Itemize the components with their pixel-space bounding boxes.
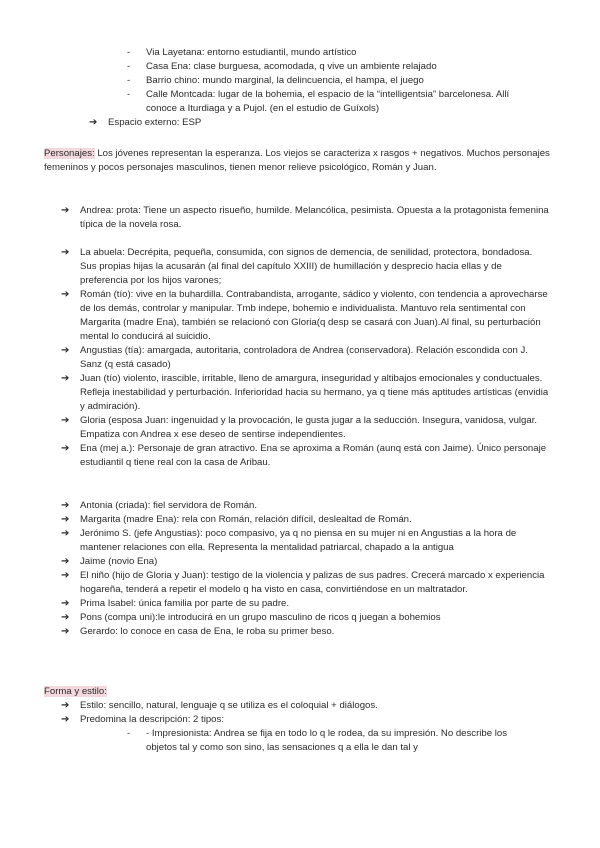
dash-bullet: - [127, 61, 131, 72]
arrow-bullet-icon: ➔ [61, 415, 70, 426]
places-list [0, 46, 600, 130]
forma-heading-line [44, 685, 564, 699]
dash-bullet: - [127, 89, 131, 100]
list-item: ➔ Espacio externo: ESP [89, 117, 202, 128]
list-item: ➔ Gloria (esposa Juan: ingenuidad y la provocación, le gusta jugar a la seducción. Insegura, vanidosa, vulgar. Empatiza con Andrea x ese deseo de sentirse independientes. [61, 415, 538, 440]
list-item: - - Impresionista: Andrea se fija en todo lo q le rodea, da su impresión. No describe los objetos tal y como son sino, las sensaciones q a ella le dan tal y [127, 728, 508, 753]
characters-group-3 [0, 499, 600, 639]
arrow-bullet-icon: ➔ [61, 289, 70, 300]
arrow-bullet-icon: ➔ [61, 612, 70, 623]
list-item: ➔ Antonia (criada): fiel servidora de Román. [61, 500, 258, 511]
forma-list [0, 699, 600, 755]
list-item: - Barrio chino: mundo marginal, la delincuencia, el hampa, el juego [127, 75, 424, 86]
arrow-bullet-icon: ➔ [61, 700, 70, 711]
list-item: ➔ Margarita (madre Ena): rela con Román, relación difícil, deslealtad de Román. [61, 514, 412, 525]
characters-group-2 [0, 246, 600, 470]
arrow-bullet-icon: ➔ [61, 500, 70, 511]
arrow-bullet-icon: ➔ [61, 556, 70, 567]
dash-bullet: - [127, 75, 131, 86]
arrow-bullet-icon: ➔ [61, 205, 70, 216]
list-item: ➔ Andrea: prota: Tiene un aspecto risueño, humilde. Melancólica, pesimista. Opuesta a la protagonista femenina típica de la novela rosa. [61, 205, 549, 230]
characters-group-1 [0, 204, 600, 232]
arrow-bullet-icon: ➔ [61, 247, 70, 258]
arrow-bullet-icon: ➔ [61, 514, 70, 525]
list-item: ➔ Ena (mej a.): Personaje de gran atractivo. Ena se aproxima a Román (aunq está con Jaime). Único personaje estudiantil q tiene real con la casa de Aribau. [61, 443, 547, 468]
arrow-bullet-icon: ➔ [61, 373, 70, 384]
list-item: ➔ Predomina la descripción: 2 tipos: [61, 714, 224, 725]
dash-bullet: - [127, 728, 131, 739]
personajes-paragraph [44, 147, 564, 175]
forma-heading: Forma y estilo: [44, 686, 107, 697]
list-item: ➔ Gerardo: lo conoce en casa de Ena, le roba su primer beso. [61, 626, 335, 637]
arrow-bullet-icon: ➔ [61, 443, 70, 454]
list-item: - Casa Ena: clase burguesa, acomodada, q vive un ambiente relajado [127, 61, 437, 72]
arrow-bullet-icon: ➔ [61, 345, 70, 356]
personajes-intro: Los jóvenes representan la esperanza. Los viejos se caracteriza x rasgos + negativos. Muchos personajes femeninos y pocos personajes masculinos, tienen menor relieve psicológico, Román y Juan. [44, 148, 550, 173]
list-item: ➔ Román (tío): vive en la buhardilla. Contrabandista, arrogante, sádico y violento, con tendencia a aprovecharse de los demás, controlar y manipular. Tmb indepe, bohemio e individualista. Mantuvo rela sentimental con Margarita (madre Ena), también se relacionó con Gloria(q desp se casará con Juan).Al final, su perturbación mental lo conducirá al suicidio. [61, 289, 548, 342]
list-item: ➔ Angustias (tía): amargada, autoritaria, controladora de Andrea (conservadora). Relación escondida con J. Sanz (q está casado) [61, 345, 528, 370]
arrow-bullet-icon: ➔ [61, 570, 70, 581]
personajes-heading: Personajes: [44, 148, 95, 159]
list-item: ➔ Pons (compa uni):le introducirá en un grupo masculino de ricos q juegan a bohemios [61, 612, 441, 623]
list-item: ➔ Jerónimo S. (jefe Angustias): poco compasivo, ya q no piensa en su mujer ni en Angustias a la hora de mantener relaciones con ella. Representa la mentalidad patriarcal, chapado a la antigua [61, 528, 517, 553]
list-item: ➔ Prima Isabel: única familia por parte de su padre. [61, 598, 290, 609]
list-item: ➔ Estilo: sencillo, natural, lenguaje q se utiliza es el coloquial + diálogos. [61, 700, 378, 711]
arrow-bullet-icon: ➔ [61, 626, 70, 637]
list-item: ➔ La abuela: Decrépita, pequeña, consumida, con signos de demencia, de senilidad, protectora, bondadosa. Sus propias hijas la acusarán (al final del capítulo XXIII) de humillación y desprecio hacia ellas y de preferencia por los hijos varones; [61, 247, 533, 286]
list-item: ➔ Jaime (novio Ena) [61, 556, 158, 567]
dash-bullet: - [127, 47, 131, 58]
list-item: ➔ Juan (tío) violento, irascible, irritable, lleno de amargura, inseguridad y altibajos emocionales y conductuales. Refleja inestabilidad y perturbación. Inferioridad hacia su hermano, ya q tiene más aptitudes artísticas (envidia y admiración). [61, 373, 549, 412]
list-item: - Via Layetana: entorno estudiantil, mundo artístico [127, 47, 357, 58]
arrow-bullet-icon: ➔ [61, 598, 70, 609]
list-item: - Calle Montcada: lugar de la bohemia, el espacio de la “intelligentsia” barcelonesa. Allí conoce a Iturdiaga y a Pujol. (en el estudio de Guíxols) [127, 89, 510, 114]
list-item: ➔ El niño (hijo de Gloria y Juan): testigo de la violencia y palizas de sus padres. Crecerá marcado x experiencia hogareña, tenderá a repetir el modelo q ha visto en casa, convirtiéndose en un maltratador. [61, 570, 545, 595]
arrow-bullet-icon: ➔ [61, 528, 70, 539]
arrow-bullet-icon: ➔ [89, 117, 98, 128]
arrow-bullet-icon: ➔ [61, 714, 70, 725]
